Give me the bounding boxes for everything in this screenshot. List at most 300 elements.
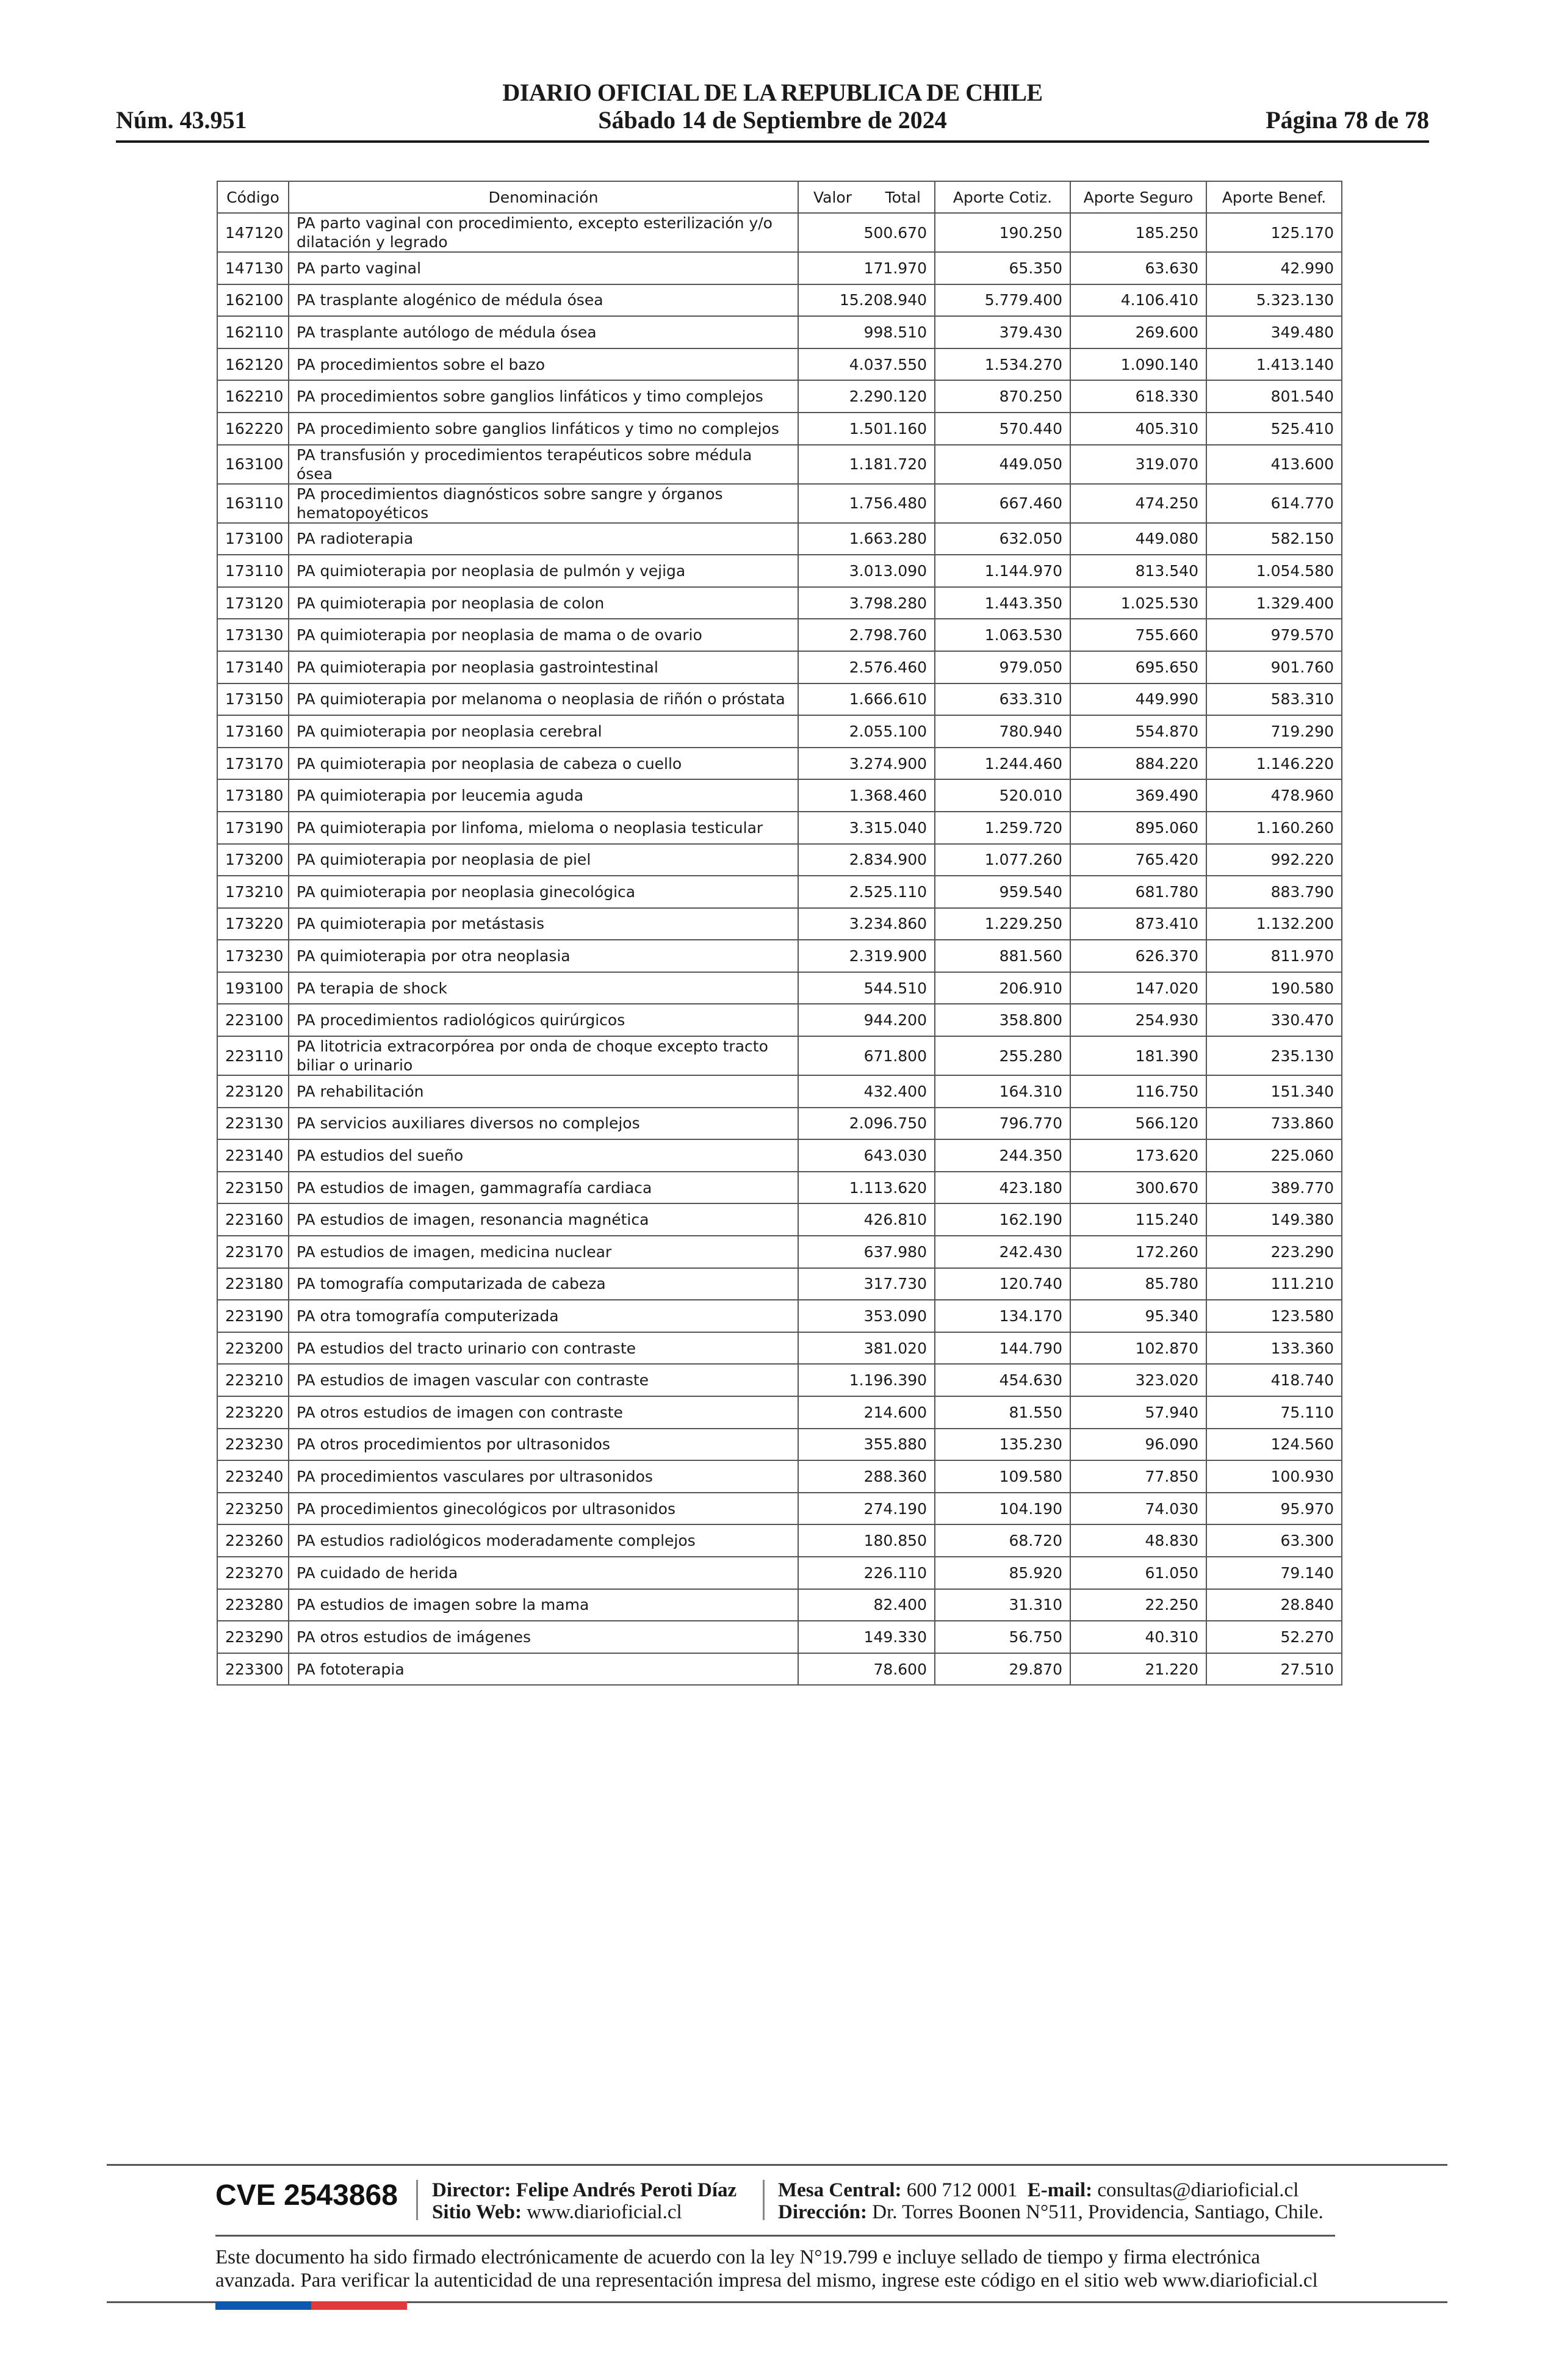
table-row: [217, 252, 1342, 284]
footer-top-rule: [107, 2164, 1447, 2166]
cell-valor-total: 426.810: [798, 1203, 935, 1236]
cell-valor-total: 1.666.610: [798, 683, 935, 716]
cell-denominacion: PA quimioterapia por neoplasia de piel: [289, 844, 798, 876]
cell-aporte-seguro: 115.240: [1070, 1203, 1206, 1236]
cell-denominacion: PA estudios de imagen, medicina nuclear: [289, 1236, 798, 1268]
table-row: [217, 213, 1342, 252]
cell-valor-total: 3.234.860: [798, 908, 935, 940]
table-row: [217, 1493, 1342, 1525]
cell-aporte-cotiz: 190.250: [935, 213, 1070, 252]
table-row: [217, 316, 1342, 348]
cell-aporte-seguro: 185.250: [1070, 213, 1206, 252]
cell-aporte-seguro: 765.420: [1070, 844, 1206, 876]
cell-valor-total: 1.756.480: [798, 484, 935, 523]
cell-valor-total: 3.013.090: [798, 555, 935, 587]
cell-aporte-seguro: 172.260: [1070, 1236, 1206, 1268]
cell-aporte-benef: 413.600: [1206, 445, 1342, 484]
cell-aporte-benef: 190.580: [1206, 972, 1342, 1004]
table-row: [217, 587, 1342, 619]
cell-code: 223190: [217, 1300, 289, 1332]
table-row: [217, 1236, 1342, 1268]
cell-valor-total: 2.525.110: [798, 876, 935, 908]
cell-aporte-seguro: 474.250: [1070, 484, 1206, 523]
cell-aporte-benef: 125.170: [1206, 213, 1342, 252]
cell-aporte-seguro: 57.940: [1070, 1396, 1206, 1429]
cell-aporte-benef: 27.510: [1206, 1653, 1342, 1686]
cell-aporte-seguro: 566.120: [1070, 1108, 1206, 1140]
cell-code: 173120: [217, 587, 289, 619]
cell-code: 173190: [217, 812, 289, 844]
cell-code: 223250: [217, 1493, 289, 1525]
cell-denominacion: PA estudios de imagen, gammagrafía cardiaca: [289, 1172, 798, 1204]
cell-aporte-cotiz: 255.280: [935, 1036, 1070, 1075]
cell-denominacion: PA procedimientos vasculares por ultrasonidos: [289, 1460, 798, 1493]
cell-aporte-seguro: 895.060: [1070, 812, 1206, 844]
cell-aporte-cotiz: 1.259.720: [935, 812, 1070, 844]
header-total: Total: [885, 188, 921, 206]
cell-aporte-benef: 719.290: [1206, 715, 1342, 748]
newspaper-title: DIARIO OFICIAL DE LA REPUBLICA DE CHILE: [502, 79, 1043, 106]
cell-denominacion: PA terapia de shock: [289, 972, 798, 1004]
legal-notice: [215, 2246, 1344, 2292]
cell-valor-total: 1.663.280: [798, 523, 935, 555]
cell-code: 173170: [217, 748, 289, 780]
cell-valor-total: 500.670: [798, 213, 935, 252]
cell-aporte-seguro: 884.220: [1070, 748, 1206, 780]
cell-code: 223100: [217, 1004, 289, 1036]
cell-valor-total: 1.113.620: [798, 1172, 935, 1204]
cell-valor-total: 1.196.390: [798, 1364, 935, 1396]
cell-aporte-cotiz: 881.560: [935, 940, 1070, 972]
cell-aporte-benef: 901.760: [1206, 651, 1342, 683]
cell-aporte-benef: 811.970: [1206, 940, 1342, 972]
table-row: [217, 779, 1342, 812]
cell-aporte-benef: 330.470: [1206, 1004, 1342, 1036]
cell-aporte-seguro: 40.310: [1070, 1621, 1206, 1653]
cell-aporte-cotiz: 135.230: [935, 1429, 1070, 1461]
header-aporte-seguro: Aporte Seguro: [1070, 181, 1206, 213]
table-row: [217, 1004, 1342, 1036]
cell-aporte-cotiz: 1.534.270: [935, 348, 1070, 381]
cell-aporte-benef: 123.580: [1206, 1300, 1342, 1332]
cell-valor-total: 381.020: [798, 1332, 935, 1365]
cell-code: 163110: [217, 484, 289, 523]
cell-aporte-benef: 733.860: [1206, 1108, 1342, 1140]
cell-aporte-seguro: 48.830: [1070, 1524, 1206, 1557]
cell-aporte-seguro: 405.310: [1070, 413, 1206, 445]
cell-aporte-seguro: 323.020: [1070, 1364, 1206, 1396]
cell-denominacion: PA quimioterapia por neoplasia de pulmón y vejiga: [289, 555, 798, 587]
cell-denominacion: PA cuidado de herida: [289, 1557, 798, 1589]
cell-code: 173130: [217, 619, 289, 651]
mesa-phone: 600 712 0001: [906, 2179, 1018, 2201]
table-row: [217, 715, 1342, 748]
cell-aporte-cotiz: 379.430: [935, 316, 1070, 348]
cell-code: 173140: [217, 651, 289, 683]
cell-aporte-benef: 95.970: [1206, 1493, 1342, 1525]
cell-aporte-benef: 883.790: [1206, 876, 1342, 908]
cell-aporte-benef: 1.413.140: [1206, 348, 1342, 381]
table-row: [217, 555, 1342, 587]
table-row: [217, 1524, 1342, 1557]
cell-denominacion: PA estudios del tracto urinario con contraste: [289, 1332, 798, 1365]
cell-aporte-benef: 151.340: [1206, 1075, 1342, 1108]
cell-aporte-benef: 79.140: [1206, 1557, 1342, 1589]
table-row: [217, 683, 1342, 716]
cell-denominacion: PA quimioterapia por melanoma o neoplasia de riñón o próstata: [289, 683, 798, 716]
cell-denominacion: PA fototerapia: [289, 1653, 798, 1686]
table-row: [217, 619, 1342, 651]
cell-aporte-cotiz: 65.350: [935, 252, 1070, 284]
cell-aporte-seguro: 22.250: [1070, 1589, 1206, 1621]
cell-aporte-cotiz: 1.443.350: [935, 587, 1070, 619]
cell-aporte-cotiz: 56.750: [935, 1621, 1070, 1653]
cell-aporte-seguro: 300.670: [1070, 1172, 1206, 1204]
cell-denominacion: PA procedimiento sobre ganglios linfáticos y timo no complejos: [289, 413, 798, 445]
table-row: [217, 1075, 1342, 1108]
cell-aporte-seguro: 269.600: [1070, 316, 1206, 348]
cell-denominacion: PA quimioterapia por neoplasia cerebral: [289, 715, 798, 748]
cell-valor-total: 1.181.720: [798, 445, 935, 484]
cell-aporte-cotiz: 632.050: [935, 523, 1070, 555]
cell-valor-total: 317.730: [798, 1268, 935, 1300]
cell-aporte-seguro: 63.630: [1070, 252, 1206, 284]
cell-denominacion: PA transfusión y procedimientos terapéuticos sobre médula ósea: [289, 445, 798, 484]
cell-aporte-cotiz: 134.170: [935, 1300, 1070, 1332]
cell-code: 223180: [217, 1268, 289, 1300]
header-denominacion: Denominación: [289, 181, 798, 213]
cell-code: 173210: [217, 876, 289, 908]
table-row: [217, 1429, 1342, 1461]
cell-valor-total: 432.400: [798, 1075, 935, 1108]
cell-aporte-seguro: 116.750: [1070, 1075, 1206, 1108]
cell-aporte-seguro: 681.780: [1070, 876, 1206, 908]
cell-code: 162110: [217, 316, 289, 348]
cell-aporte-benef: 149.380: [1206, 1203, 1342, 1236]
cell-aporte-seguro: 95.340: [1070, 1300, 1206, 1332]
cell-aporte-benef: 223.290: [1206, 1236, 1342, 1268]
cell-valor-total: 78.600: [798, 1653, 935, 1686]
cell-aporte-seguro: 449.080: [1070, 523, 1206, 555]
cell-denominacion: PA rehabilitación: [289, 1075, 798, 1108]
cell-aporte-cotiz: 423.180: [935, 1172, 1070, 1204]
cell-aporte-seguro: 813.540: [1070, 555, 1206, 587]
cell-aporte-seguro: 147.020: [1070, 972, 1206, 1004]
legal-line-2: avanzada. Para verificar la autenticidad de una representación impresa del mismo, ingrese este código en el sitio web www.diarioficial.cl: [215, 2270, 1318, 2292]
table-row: [217, 1364, 1342, 1396]
cell-aporte-benef: 583.310: [1206, 683, 1342, 716]
table-row: [217, 1203, 1342, 1236]
cell-aporte-cotiz: 29.870: [935, 1653, 1070, 1686]
cell-denominacion: PA quimioterapia por metástasis: [289, 908, 798, 940]
cell-valor-total: 998.510: [798, 316, 935, 348]
cell-code: 173220: [217, 908, 289, 940]
cell-denominacion: PA tomografía computarizada de cabeza: [289, 1268, 798, 1300]
cell-aporte-benef: 5.323.130: [1206, 284, 1342, 317]
cell-valor-total: 180.850: [798, 1524, 935, 1557]
cell-denominacion: PA otros estudios de imagen con contraste: [289, 1396, 798, 1429]
address-label: Dirección:: [778, 2201, 868, 2223]
footer-separator: [416, 2180, 418, 2220]
cell-valor-total: 2.834.900: [798, 844, 935, 876]
cell-valor-total: 2.096.750: [798, 1108, 935, 1140]
cell-aporte-benef: 979.570: [1206, 619, 1342, 651]
cell-valor-total: 643.030: [798, 1139, 935, 1172]
cell-denominacion: PA otros procedimientos por ultrasonidos: [289, 1429, 798, 1461]
cell-denominacion: PA procedimientos diagnósticos sobre sangre y órganos hematopoyéticos: [289, 484, 798, 523]
cell-aporte-cotiz: 1.144.970: [935, 555, 1070, 587]
header-valor: Valor: [813, 188, 852, 206]
cell-denominacion: PA parto vaginal: [289, 252, 798, 284]
cell-aporte-seguro: 554.870: [1070, 715, 1206, 748]
cell-aporte-cotiz: 1.244.460: [935, 748, 1070, 780]
cell-aporte-cotiz: 870.250: [935, 380, 1070, 413]
cell-aporte-benef: 235.130: [1206, 1036, 1342, 1075]
cell-aporte-benef: 525.410: [1206, 413, 1342, 445]
cell-aporte-cotiz: 454.630: [935, 1364, 1070, 1396]
table-row: [217, 1653, 1342, 1686]
cell-aporte-benef: 100.930: [1206, 1460, 1342, 1493]
table-row: [217, 445, 1342, 484]
cell-valor-total: 2.798.760: [798, 619, 935, 651]
table-row: [217, 1139, 1342, 1172]
website-link[interactable]: www.diarioficial.cl: [527, 2201, 682, 2223]
table-row: [217, 523, 1342, 555]
cell-aporte-benef: 1.132.200: [1206, 908, 1342, 940]
cell-aporte-cotiz: 520.010: [935, 779, 1070, 812]
cell-aporte-cotiz: 959.540: [935, 876, 1070, 908]
mesa-label: Mesa Central:: [778, 2179, 902, 2201]
cell-valor-total: 214.600: [798, 1396, 935, 1429]
cell-aporte-benef: 1.146.220: [1206, 748, 1342, 780]
cell-aporte-seguro: 102.870: [1070, 1332, 1206, 1365]
cell-aporte-seguro: 254.930: [1070, 1004, 1206, 1036]
cell-aporte-cotiz: 206.910: [935, 972, 1070, 1004]
cell-code: 163100: [217, 445, 289, 484]
table-row: [217, 651, 1342, 683]
cell-aporte-seguro: 618.330: [1070, 380, 1206, 413]
cell-aporte-benef: 1.054.580: [1206, 555, 1342, 587]
cell-code: 162220: [217, 413, 289, 445]
cell-denominacion: PA estudios de imagen sobre la mama: [289, 1589, 798, 1621]
cell-valor-total: 226.110: [798, 1557, 935, 1589]
cell-aporte-cotiz: 81.550: [935, 1396, 1070, 1429]
cell-code: 147130: [217, 252, 289, 284]
cell-denominacion: PA quimioterapia por neoplasia de mama o de ovario: [289, 619, 798, 651]
cell-aporte-benef: 992.220: [1206, 844, 1342, 876]
cell-code: 173180: [217, 779, 289, 812]
cell-code: 223120: [217, 1075, 289, 1108]
cell-valor-total: 944.200: [798, 1004, 935, 1036]
cell-code: 223260: [217, 1524, 289, 1557]
footer-separator: [763, 2180, 765, 2220]
issue-number: Núm. 43.951: [116, 106, 247, 134]
cell-valor-total: 2.290.120: [798, 380, 935, 413]
cell-denominacion: PA estudios radiológicos moderadamente complejos: [289, 1524, 798, 1557]
cell-aporte-seguro: 626.370: [1070, 940, 1206, 972]
cell-aporte-benef: 28.840: [1206, 1589, 1342, 1621]
cell-code: 173150: [217, 683, 289, 716]
cell-denominacion: PA estudios de imagen vascular con contraste: [289, 1364, 798, 1396]
header-aporte-benef: Aporte Benef.: [1206, 181, 1342, 213]
table-row: [217, 1108, 1342, 1140]
cell-code: 223290: [217, 1621, 289, 1653]
cell-aporte-seguro: 1.025.530: [1070, 587, 1206, 619]
cell-aporte-seguro: 74.030: [1070, 1493, 1206, 1525]
cell-aporte-cotiz: 68.720: [935, 1524, 1070, 1557]
table-row: [217, 812, 1342, 844]
email-label: E-mail:: [1027, 2179, 1093, 2201]
cell-aporte-cotiz: 780.940: [935, 715, 1070, 748]
footer-contact-block: [778, 2179, 1324, 2223]
cell-code: 223130: [217, 1108, 289, 1140]
table-row: [217, 908, 1342, 940]
website-label: Sitio Web:: [432, 2201, 522, 2223]
cell-code: 223280: [217, 1589, 289, 1621]
cell-denominacion: PA estudios de imagen, resonancia magnética: [289, 1203, 798, 1236]
cell-code: 223110: [217, 1036, 289, 1075]
table-row: [217, 1036, 1342, 1075]
cell-code: 162120: [217, 348, 289, 381]
cell-aporte-cotiz: 144.790: [935, 1332, 1070, 1365]
cell-code: 147120: [217, 213, 289, 252]
email-link[interactable]: consultas@diarioficial.cl: [1097, 2179, 1299, 2201]
header-valor-total: [798, 181, 935, 213]
cell-aporte-benef: 1.329.400: [1206, 587, 1342, 619]
cell-denominacion: PA parto vaginal con procedimiento, excepto esterilización y/o dilatación y legrado: [289, 213, 798, 252]
cell-denominacion: PA otros estudios de imágenes: [289, 1621, 798, 1653]
cell-aporte-benef: 478.960: [1206, 779, 1342, 812]
cell-valor-total: 1.501.160: [798, 413, 935, 445]
cell-code: 173160: [217, 715, 289, 748]
cell-valor-total: 3.798.280: [798, 587, 935, 619]
flag-stripe-red: [311, 2301, 407, 2310]
cell-aporte-benef: 418.740: [1206, 1364, 1342, 1396]
table-row: [217, 972, 1342, 1004]
table-row: [217, 1172, 1342, 1204]
cell-valor-total: 4.037.550: [798, 348, 935, 381]
cell-aporte-seguro: 755.660: [1070, 619, 1206, 651]
cell-aporte-seguro: 77.850: [1070, 1460, 1206, 1493]
table-row: [217, 844, 1342, 876]
cell-aporte-seguro: 695.650: [1070, 651, 1206, 683]
cell-code: 223140: [217, 1139, 289, 1172]
cell-code: 223210: [217, 1364, 289, 1396]
cell-aporte-seguro: 96.090: [1070, 1429, 1206, 1461]
legal-line-1: Este documento ha sido firmado electrónicamente de acuerdo con la ley N°19.799 e incluye sellado de tiempo y firma electrónica: [215, 2246, 1261, 2268]
cell-aporte-cotiz: 244.350: [935, 1139, 1070, 1172]
cell-denominacion: PA trasplante autólogo de médula ósea: [289, 316, 798, 348]
director-label: Director:: [432, 2179, 511, 2201]
cell-aporte-seguro: 1.090.140: [1070, 348, 1206, 381]
cell-valor-total: 1.368.460: [798, 779, 935, 812]
cell-code: 223270: [217, 1557, 289, 1589]
cell-aporte-benef: 614.770: [1206, 484, 1342, 523]
table-row: [217, 1332, 1342, 1365]
cell-valor-total: 2.576.460: [798, 651, 935, 683]
table-row: [217, 1268, 1342, 1300]
cell-aporte-cotiz: 358.800: [935, 1004, 1070, 1036]
cell-denominacion: PA otra tomografía computerizada: [289, 1300, 798, 1332]
cell-code: 223200: [217, 1332, 289, 1365]
footer-mid-rule: [215, 2235, 1335, 2237]
cell-valor-total: 171.970: [798, 252, 935, 284]
cell-aporte-seguro: 4.106.410: [1070, 284, 1206, 317]
table-row: [217, 1589, 1342, 1621]
cell-denominacion: PA litotricia extracorpórea por onda de choque excepto tracto biliar o urinario: [289, 1036, 798, 1075]
table-row: [217, 940, 1342, 972]
cell-code: 223160: [217, 1203, 289, 1236]
cell-denominacion: PA estudios del sueño: [289, 1139, 798, 1172]
table-row: [217, 413, 1342, 445]
cell-aporte-benef: 111.210: [1206, 1268, 1342, 1300]
header-aporte-cotiz: Aporte Cotiz.: [935, 181, 1070, 213]
cell-aporte-cotiz: 31.310: [935, 1589, 1070, 1621]
cell-aporte-seguro: 319.070: [1070, 445, 1206, 484]
cell-aporte-benef: 582.150: [1206, 523, 1342, 555]
cell-aporte-seguro: 181.390: [1070, 1036, 1206, 1075]
cell-aporte-seguro: 369.490: [1070, 779, 1206, 812]
cell-aporte-seguro: 449.990: [1070, 683, 1206, 716]
cell-valor-total: 15.208.940: [798, 284, 935, 317]
director-name: Felipe Andrés Peroti Díaz: [516, 2179, 737, 2201]
table-row: [217, 748, 1342, 780]
cell-aporte-cotiz: 633.310: [935, 683, 1070, 716]
cell-aporte-seguro: 85.780: [1070, 1268, 1206, 1300]
cell-code: 173110: [217, 555, 289, 587]
cell-aporte-seguro: 173.620: [1070, 1139, 1206, 1172]
cell-aporte-benef: 225.060: [1206, 1139, 1342, 1172]
cell-aporte-benef: 1.160.260: [1206, 812, 1342, 844]
cell-valor-total: 3.274.900: [798, 748, 935, 780]
cell-aporte-benef: 42.990: [1206, 252, 1342, 284]
cell-valor-total: 149.330: [798, 1621, 935, 1653]
cell-aporte-cotiz: 5.779.400: [935, 284, 1070, 317]
cell-aporte-cotiz: 164.310: [935, 1075, 1070, 1108]
cell-valor-total: 544.510: [798, 972, 935, 1004]
cell-aporte-cotiz: 449.050: [935, 445, 1070, 484]
cell-valor-total: 3.315.040: [798, 812, 935, 844]
cell-valor-total: 288.360: [798, 1460, 935, 1493]
cell-code: 223300: [217, 1653, 289, 1686]
cell-aporte-cotiz: 109.580: [935, 1460, 1070, 1493]
cell-valor-total: 353.090: [798, 1300, 935, 1332]
cell-aporte-cotiz: 162.190: [935, 1203, 1070, 1236]
cell-denominacion: PA quimioterapia por linfoma, mieloma o neoplasia testicular: [289, 812, 798, 844]
cell-code: 173100: [217, 523, 289, 555]
cell-aporte-cotiz: 570.440: [935, 413, 1070, 445]
footer-director-block: [432, 2179, 737, 2223]
cell-aporte-seguro: 873.410: [1070, 908, 1206, 940]
header-code: Código: [217, 181, 289, 213]
cell-valor-total: 355.880: [798, 1429, 935, 1461]
cell-denominacion: PA procedimientos sobre ganglios linfáticos y timo complejos: [289, 380, 798, 413]
cell-denominacion: PA servicios auxiliares diversos no complejos: [289, 1108, 798, 1140]
cell-aporte-cotiz: 120.740: [935, 1268, 1070, 1300]
cell-code: 162100: [217, 284, 289, 317]
table-header-row: [217, 181, 1342, 213]
cell-code: 223240: [217, 1460, 289, 1493]
table-row: [217, 348, 1342, 381]
table-row: [217, 1396, 1342, 1429]
cell-denominacion: PA radioterapia: [289, 523, 798, 555]
cell-code: 173200: [217, 844, 289, 876]
flag-stripe-blue: [215, 2301, 311, 2310]
table-row: [217, 1460, 1342, 1493]
cell-aporte-benef: 63.300: [1206, 1524, 1342, 1557]
page-header: [116, 76, 1429, 143]
cell-code: 223150: [217, 1172, 289, 1204]
